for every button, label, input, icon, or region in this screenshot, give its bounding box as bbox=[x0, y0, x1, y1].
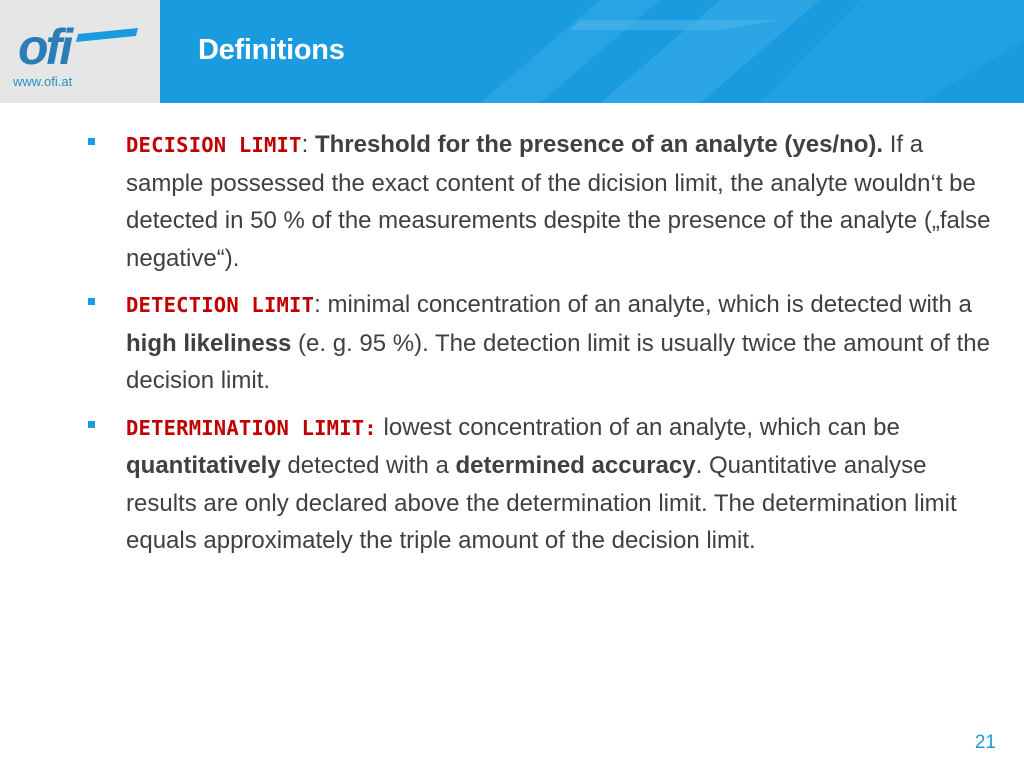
title-banner bbox=[160, 0, 1024, 103]
list-item-determination-limit bbox=[88, 409, 998, 560]
ofi-logo bbox=[16, 24, 140, 72]
bullet-icon bbox=[88, 298, 95, 305]
definition-text: (e. g. 95 %). The detection limit is usually twice the amount of the decision limit. bbox=[126, 329, 990, 394]
logo-swoosh bbox=[76, 28, 138, 42]
bold-phrase: determined accuracy bbox=[455, 452, 696, 479]
definitions-list bbox=[88, 126, 998, 569]
separator: : bbox=[301, 131, 315, 158]
bold-phrase: high likeliness bbox=[126, 329, 292, 357]
list-item-detection-limit bbox=[88, 286, 998, 400]
website-url: www.ofi.at bbox=[13, 74, 73, 89]
definition-text: lowest concentration of an analyte, which can be bbox=[376, 413, 900, 441]
term-label: DETERMINATION LIMIT: bbox=[126, 415, 377, 440]
logo-wordmark: ofi bbox=[18, 24, 71, 72]
bullet-icon bbox=[88, 138, 95, 145]
bullet-icon bbox=[88, 421, 95, 428]
term-label: DETECTION LIMIT bbox=[126, 293, 315, 317]
bold-phrase: Threshold for the presence of an analyte (yes/no). bbox=[314, 131, 884, 158]
definition-paragraph bbox=[126, 409, 998, 560]
definition-text: If a sample possessed the exact content of the dicision limit, the analyte wouldn‘t be detected in 50 % of the measurements despite the presence of the analyte („false negative“). bbox=[126, 131, 991, 272]
term-label: DECISION LIMIT bbox=[126, 133, 302, 157]
definition-text: : minimal concentration of an analyte, which is detected with a bbox=[314, 291, 972, 318]
definition-text: . Quantitative analyse results are only declared above the determination limit. The determination limit equals approximately the triple amount of the decision limit. bbox=[126, 452, 957, 554]
bold-phrase: quantitatively bbox=[126, 452, 281, 479]
definition-paragraph bbox=[126, 286, 998, 400]
logo-panel bbox=[0, 0, 160, 103]
definition-paragraph bbox=[126, 126, 998, 277]
list-item-decision-limit bbox=[88, 126, 998, 277]
slide-title: Definitions bbox=[198, 34, 345, 66]
definition-text: detected with a bbox=[280, 452, 456, 479]
page-number: 21 bbox=[974, 732, 996, 753]
